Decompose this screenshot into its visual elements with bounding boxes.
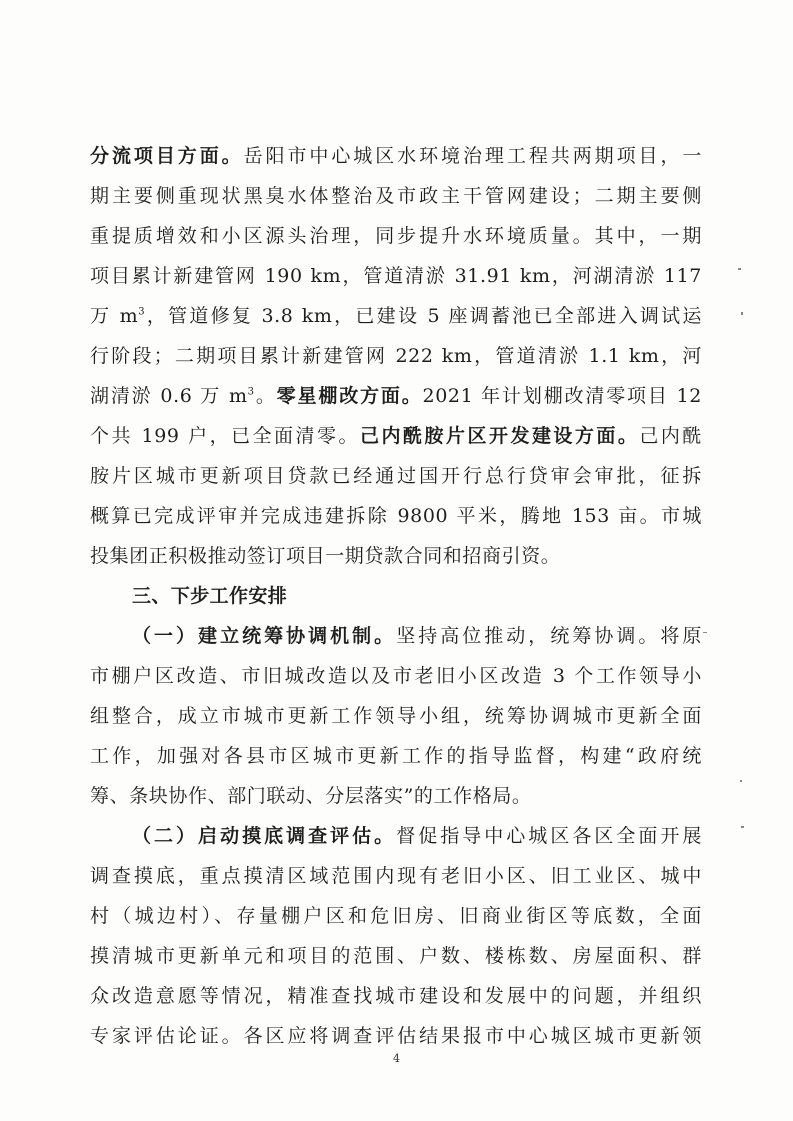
body-text (90, 136, 702, 1056)
text-run: 专家评估论证。各区应将调查评估结果报市中心城区城市更新领 (90, 1025, 702, 1047)
section-heading: 三、下步工作安排 (132, 585, 288, 607)
text-line (90, 696, 702, 736)
text-line (90, 216, 702, 256)
text-line (90, 376, 702, 416)
text-run: 湖清淤 0.6 万 m (90, 385, 248, 407)
bold-heading-text: （二）启动摸底调查评估。 (132, 825, 397, 847)
text-line (90, 616, 702, 656)
text-line (90, 656, 702, 696)
text-run: 摸清城市更新单元和项目的范围、户数、楼栋数、房屋面积、群 (90, 945, 702, 967)
text-run: 坚持高位推动，统筹协调。将原 (396, 625, 703, 647)
bold-heading-text: 零星棚改方面。 (276, 385, 423, 407)
text-line (90, 856, 702, 896)
scan-speck (740, 780, 742, 782)
text-line (90, 456, 702, 496)
text-line (90, 256, 702, 296)
text-line (90, 776, 702, 816)
text-run: 市棚户区改造、市旧城改造以及市老旧小区改造 3 个工作领导小 (90, 665, 702, 687)
scan-speck (741, 312, 743, 315)
text-run: 督促指导中心城区各区全面开展 (396, 825, 703, 847)
superscript: 3 (138, 306, 146, 318)
text-run: 项目累计新建管网 190 km，管道清淤 31.91 km，河湖清淤 117 (90, 265, 702, 287)
text-line (90, 736, 702, 776)
text-run: 村（城边村）、存量棚户区和危旧房、旧商业街区等底数，全面 (90, 905, 702, 927)
text-run: 2021 年计划棚改清零项目 12 (422, 385, 702, 407)
text-line (90, 936, 702, 976)
text-line (90, 176, 702, 216)
text-run: 。 (254, 385, 277, 407)
text-run: 概算已完成评审并完成违建拆除 9800 平米，腾地 153 亩。市城 (90, 505, 702, 527)
text-line (90, 976, 702, 1016)
text-line (90, 536, 702, 576)
text-run: 投集团正积极推动签订项目一期贷款合同和招商引资。 (90, 545, 561, 567)
text-line (90, 896, 702, 936)
text-run: 己内酰 (639, 425, 702, 447)
text-run: ，管道修复 3.8 km，已建设 5 座调蓄池已全部进入调试运 (145, 305, 703, 327)
text-run: 个共 199 户，已全面清零。 (90, 425, 361, 447)
text-run: 调查摸底，重点摸清区域范围内现有老旧小区、旧工业区、城中 (90, 865, 702, 887)
text-line (90, 336, 702, 376)
text-run: 筹、条块协作、部门联动、分层落实”的工作格局。 (90, 785, 532, 807)
superscript: 3 (247, 386, 255, 398)
page-number: 4 (393, 1052, 400, 1065)
text-run: 众改造意愿等情况，精准查找城市建设和发展中的问题，并组织 (90, 985, 702, 1007)
text-line (90, 816, 702, 856)
text-line (90, 416, 702, 456)
text-line (90, 136, 702, 176)
text-run: 重提质增效和小区源头治理，同步提升水环境质量。其中，一期 (90, 225, 702, 247)
text-run: 组整合，成立市城市更新工作领导小组，统筹协调城市更新全面 (90, 705, 702, 727)
text-run: 万 m (90, 305, 139, 327)
scan-speck (703, 632, 707, 633)
scan-speck (738, 268, 741, 270)
bold-heading-text: （一）建立统筹协调机制。 (132, 625, 397, 647)
bold-heading-text: 己内酰胺片区开发建设方面。 (360, 425, 640, 447)
text-line (90, 1016, 702, 1056)
text-run: 岳阳市中心城区水环境治理工程共两期项目，一 (243, 145, 703, 167)
text-line (90, 496, 702, 536)
bold-heading-text: 分流项目方面。 (90, 145, 244, 167)
text-line (90, 576, 702, 616)
text-line (90, 296, 702, 336)
text-run: 胺片区城市更新项目贷款已经通过国开行总行贷审会审批，征拆 (90, 465, 702, 487)
text-run: 行阶段；二期项目累计新建管网 222 km，管道清淤 1.1 km，河 (90, 345, 702, 367)
text-run: 工作，加强对各县市区城市更新工作的指导监督，构建“政府统 (90, 745, 702, 767)
text-run: 期主要侧重现状黑臭水体整治及市政主干管网建设；二期主要侧 (90, 185, 702, 207)
scan-speck (741, 826, 744, 828)
